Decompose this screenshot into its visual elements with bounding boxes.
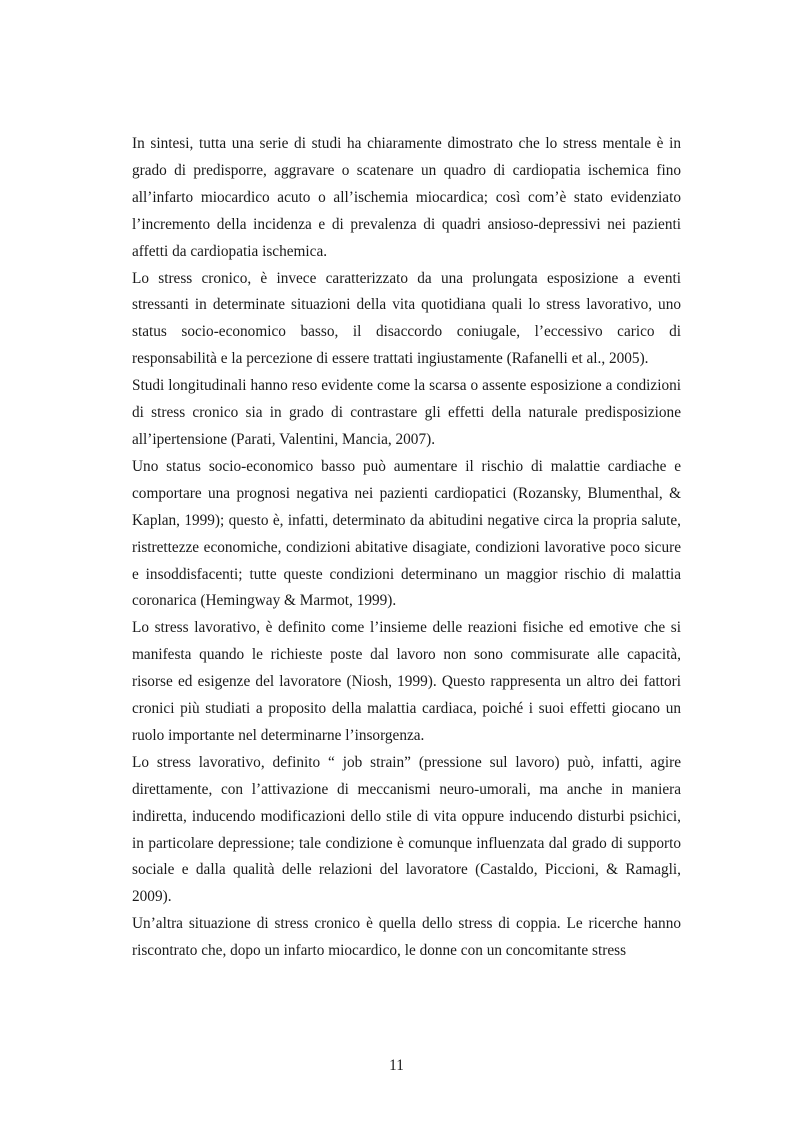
paragraph-couple-stress: Un’altra situazione di stress cronico è quella dello stress di coppia. Le ricerche hanno riscontrato che, dopo un infarto miocardico, le donne con un concomitante stress — [132, 915, 681, 960]
paragraph-socioeconomic-status: Uno status socio-economico basso può aumentare il rischio di malattie cardiache e comportare una prognosi negativa nei pazienti cardiopatici (Rozansky, Blumenthal, & Kaplan, 1999); questo è, infatti, determinato da abitudini negative circa la propria salute, ristrettezze economiche, condizioni abitative disagiate, condizioni lavorative poco sicure e insoddisfacenti; tutte queste condizioni determinano un maggior rischio di malattia coronarica (Hemingway & Marmot, 1999). — [132, 457, 681, 610]
paragraph-longitudinal-studies: Studi longitudinali hanno reso evidente come la scarsa o assente esposizione a condizioni di stress cronico sia in grado di contrastare gli effetti della naturale predisposizione all’ipertensione (Parati, Valentini, Mancia, 2007). — [132, 377, 681, 448]
paragraph-work-stress-definition: Lo stress lavorativo, è definito come l’insieme delle reazioni fisiche ed emotive che si manifesta quando le richieste poste dal lavoro non sono commisurate alle capacità, risorse ed esigenze del lavoratore (Niosh, 1999). Questo rappresenta un altro dei fattori cronici più studiati a proposito della malattia cardiaca, poiché i suoi effetti giocano un ruolo importante nel determinarne l’insorgenza. — [132, 619, 681, 744]
page-number: 11 — [389, 1057, 404, 1074]
paragraph-job-strain: Lo stress lavorativo, definito “ job strain” (pressione sul lavoro) può, infatti, agire direttamente, con l’attivazione di meccanismi neuro-umorali, ma anche in maniera indiretta, inducendo modificazioni dello stile di vita oppure inducendo disturbi psichici, in particolare depressione; tale condizione è comunque influenzata dal grado di supporto sociale e dalla qualità delle relazioni del lavoratore (Castaldo, Piccioni, & Ramagli, 2009). — [132, 753, 681, 906]
page-body — [132, 131, 681, 965]
paragraph-chronic-stress: Lo stress cronico, è invece caratterizzato da una prolungata esposizione a eventi stressanti in determinate situazioni della vita quotidiana quali lo stress lavorativo, uno status socio-economico basso, il disaccordo coniugale, l’eccessivo carico di responsabilità e la percezione di essere trattati ingiustamente (Rafanelli et al., 2005). — [132, 269, 681, 368]
paragraph-summary: In sintesi, tutta una serie di studi ha chiaramente dimostrato che lo stress mentale è in grado di predisporre, aggravare o scatenare un quadro di cardiopatia ischemica fino all’infarto miocardico acuto o all’ischemia miocardica; così com’è stato evidenziato l’incremento della incidenza e di prevalenza di quadri ansioso-depressivi nei pazienti affetti da cardiopatia ischemica. — [132, 135, 681, 260]
